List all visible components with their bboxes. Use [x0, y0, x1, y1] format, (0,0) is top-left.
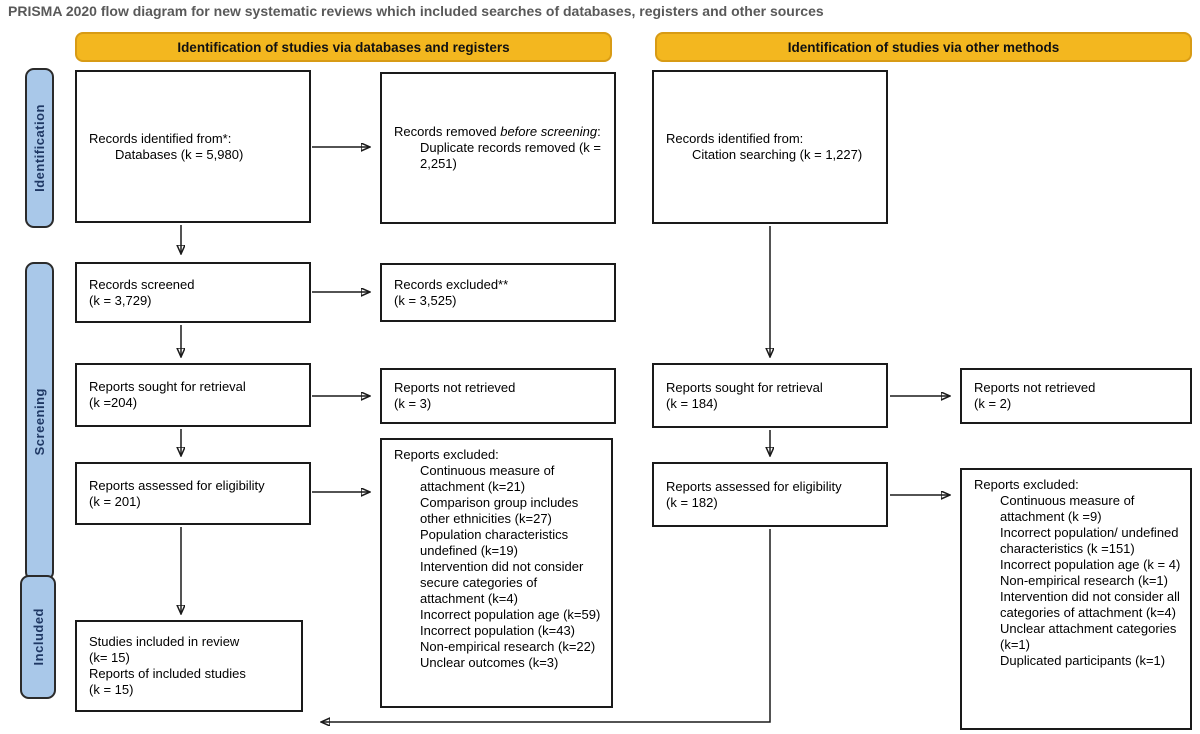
- box-records-screened: Records screened (k = 3,729): [75, 262, 311, 323]
- stage-screening: [25, 262, 54, 581]
- box-reports-assessed-other: Reports assessed for eligibility (k = 182): [652, 462, 888, 527]
- box-reports-excluded-databases: Reports excluded: Continuous measure of attachment (k=21) Comparison group includes other ethnicities (k=27) Population characteristics undefined (k=19) Intervention did not consider secure categories of attachment (k=4) Incorrect population age (k=59) Incorrect population (k=43) Non-empirical research (k=22) Unclear outcomes (k=3): [380, 438, 613, 708]
- box-reports-sought-databases: Reports sought for retrieval (k =204): [75, 363, 311, 427]
- diagram-title: PRISMA 2020 flow diagram for new systematic reviews which included searches of databases, registers and other sources: [8, 3, 824, 19]
- box-reports-sought-other: Reports sought for retrieval (k = 184): [652, 363, 888, 428]
- box-reports-excluded-other: Reports excluded: Continuous measure of attachment (k =9) Incorrect population/ undefined characteristics (k =151) Incorrect population age (k = 4) Non-empirical research (k=1) Intervention did not consider all categories of attachment (k=4) Unclear attachment categories (k=1) Duplicated participants (k=1): [960, 468, 1192, 730]
- box-records-identified-other: Records identified from: Citation searching (k = 1,227): [652, 70, 888, 224]
- stage-identification: [25, 68, 54, 228]
- stage-included-label: Included: [30, 608, 46, 666]
- header-databases-registers: Identification of studies via databases and registers: [75, 32, 612, 62]
- box-reports-assessed-databases: Reports assessed for eligibility (k = 201): [75, 462, 311, 525]
- box-records-identified-databases: Records identified from*: Databases (k = 5,980): [75, 70, 311, 223]
- box-studies-included: Studies included in review (k= 15) Reports of included studies (k = 15): [75, 620, 303, 712]
- stage-identification-label: Identification: [32, 104, 47, 192]
- box-records-removed-before-screening: Records removed before screening: Duplicate records removed (k = 2,251): [380, 72, 616, 224]
- box-reports-not-retrieved-databases: Reports not retrieved (k = 3): [380, 368, 616, 424]
- box-records-excluded: Records excluded** (k = 3,525): [380, 263, 616, 322]
- box-reports-not-retrieved-other: Reports not retrieved (k = 2): [960, 368, 1192, 424]
- stage-screening-label: Screening: [32, 387, 47, 456]
- header-other-methods: Identification of studies via other methods: [655, 32, 1192, 62]
- stage-included: [20, 575, 56, 699]
